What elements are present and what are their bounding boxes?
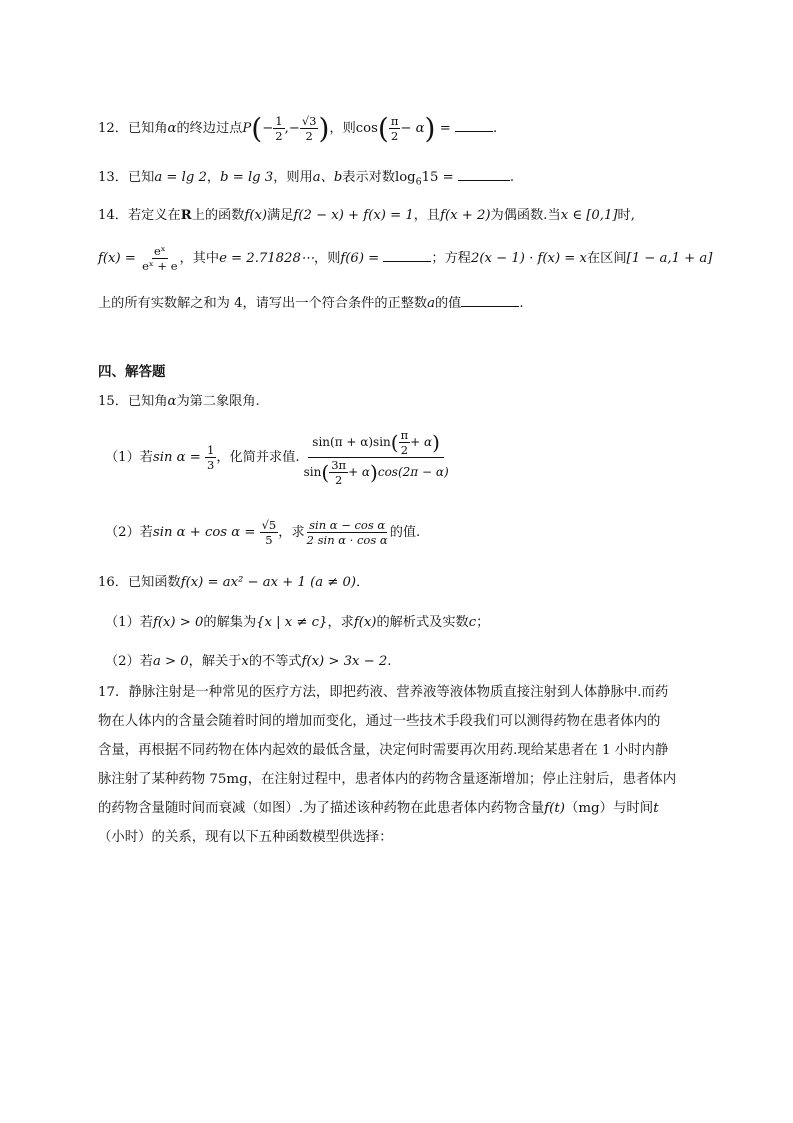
question-15-part-2 (105, 518, 420, 547)
expr: f(x) > 3x − 2 (301, 654, 388, 669)
text: ，其中 (179, 251, 220, 266)
question-13 (98, 166, 514, 188)
expr: f(2 − x) + f(x) = 1 (293, 208, 414, 223)
expr: a (427, 296, 435, 311)
text: ，且 (413, 208, 441, 223)
text: 的药物含量随时间而衰减（如图）.为了描述该种药物在此患者体内药物含量 (98, 801, 545, 816)
cos-func: cos (355, 121, 378, 136)
question-number: 16． (98, 575, 128, 590)
text: 的值 (434, 296, 462, 311)
text: ， (206, 170, 221, 185)
text: . (509, 170, 515, 185)
text: 在区间 (586, 251, 627, 266)
question-number: 12． (98, 121, 128, 136)
point-label: P (242, 121, 252, 136)
part-label: （1）若 (105, 450, 153, 465)
question-14-line-1 (98, 204, 635, 223)
text: 若定义在 (127, 208, 181, 223)
expr: x (241, 654, 249, 669)
expr: c (468, 615, 477, 630)
text: 满足 (267, 208, 294, 223)
question-number: 14． (98, 208, 128, 223)
question-14-line-3 (98, 292, 524, 311)
expr: f(x + 2) (440, 208, 491, 223)
answer-blank[interactable] (383, 248, 431, 262)
expr: b = lg 3 (220, 170, 274, 185)
part-label: （2）若 (105, 525, 153, 540)
text: . (519, 296, 524, 311)
text: ，则 (329, 121, 356, 136)
expr: f(x) (353, 615, 377, 630)
paren: ) (318, 112, 330, 145)
paren: ) (424, 112, 436, 145)
equals: = (439, 121, 451, 136)
alpha-symbol: α (167, 121, 177, 136)
paren: ( (251, 112, 263, 145)
text: ，求 (278, 525, 305, 540)
expr: 2(x − 1) · f(x) = x (470, 251, 587, 266)
text: 已知角 (127, 121, 168, 136)
text: 时, (617, 208, 635, 223)
text: 上的所有实数解之和为 4，请写出一个符合条件的正整数 (98, 296, 428, 311)
expr: {x | x ≠ c} (256, 615, 328, 630)
paragraph-line: 含量，再根据不同药物在体内起效的最低含量，决定何时需要再次用药.现给某患者在 1 小时内静 (98, 743, 669, 758)
paren: ( (377, 112, 389, 145)
question-15 (98, 390, 260, 409)
expr: x ∈ [0,1] (560, 208, 618, 223)
text: 的值. (389, 525, 421, 540)
fraction: $\frac{√5}{5}$ (261, 518, 277, 547)
text: ，则用 (273, 170, 313, 185)
question-17 (98, 678, 698, 852)
expr: a > 0 (152, 654, 189, 669)
paragraph-line (98, 794, 698, 823)
log-base: 6 (415, 176, 422, 188)
text: ；方程 (431, 251, 471, 266)
text: 的终边过点 (176, 121, 243, 136)
section-heading: 四、解答题 (98, 364, 166, 379)
paragraph-line: 物在人体内的含量会随着时间的增加而变化，通过一些技术手段我们可以测得药物在患者体内的 (98, 714, 661, 729)
expr: f(x) > 0 (152, 615, 204, 630)
text: （mg）与时间 (564, 801, 654, 816)
question-15-part-1 (105, 428, 453, 487)
paragraph-line: 脉注射了某种药物 75mg，在注射过程中，患者体内的药物含量逐渐增加；停止注射后，患者体内 (98, 772, 677, 787)
text: 上的函数 (191, 208, 245, 223)
fraction: $\frac{\pi}{2}$ (390, 114, 399, 143)
answer-blank[interactable] (461, 293, 519, 307)
text: ，则 (314, 251, 341, 266)
expr: − α (400, 121, 425, 136)
question-number: 17． (98, 685, 129, 700)
question-16 (98, 571, 369, 590)
text: ，化简并求值. (216, 450, 300, 465)
expr: sin α + cos α = (152, 525, 256, 540)
expr: f(t) (544, 801, 565, 816)
fraction: $\frac{\text{eˣ}}{\text{eˣ + e}}$ (142, 244, 178, 273)
question-14-line-2 (98, 244, 712, 273)
text: ，求 (327, 615, 354, 630)
fraction: $\frac{√3}{2}$ (301, 114, 317, 143)
question-12: 12．已知角α的终边过点P(− $\frac{1}{2}$ ,− $\frac{√3}{2}$ )，则cos( $\frac{\pi}{2}$ − α) = . (98, 112, 498, 145)
expr: f(6) = (340, 251, 380, 266)
text: 已知 (127, 170, 155, 185)
expr: 15 = (421, 170, 454, 185)
text: 的不等式 (248, 654, 302, 669)
answer-blank[interactable] (455, 118, 493, 132)
text: sin (303, 465, 322, 479)
text: 为偶函数.当 (490, 208, 561, 223)
expr: e = 2.71828⋯ (219, 251, 315, 266)
fraction: $\frac{\text{sin α − cos α}}{\text{2 sin α · cos α}}$ (306, 518, 388, 547)
paragraph-line (98, 678, 698, 707)
text: ． (356, 575, 370, 590)
text: 已知角 (127, 394, 168, 409)
question-number: 15． (98, 394, 128, 409)
expr: a、b (312, 170, 343, 185)
log-func: log (395, 170, 416, 185)
text: 的解集为 (203, 615, 257, 630)
expr: f(x) (244, 208, 268, 223)
fraction: $\frac{1}{2}$ (275, 114, 283, 143)
big-fraction: sin(π + α)sin( $\frac{\pi}{2}$ + α) sin( $\frac{3\pi}{2}$ + α)cos(2π − α) (303, 428, 449, 487)
text: ； (476, 615, 490, 630)
text: 表示对数 (342, 170, 396, 185)
answer-blank[interactable] (458, 167, 510, 181)
expr: [1 − a,1 + a] (626, 251, 713, 266)
paragraph-line: （小时）的关系，现有以下五种函数模型供选择： (98, 830, 393, 845)
question-16-part-1 (105, 611, 489, 630)
part-label: （2）若 (105, 654, 153, 669)
fraction: $\frac{1}{3}$ (206, 443, 215, 472)
expr: sin α = (152, 450, 201, 465)
text: . (492, 121, 498, 136)
question-number: 13． (98, 170, 128, 185)
expr: t (653, 801, 659, 816)
part-label: （1）若 (105, 615, 153, 630)
expr: a = lg 2 (154, 170, 207, 185)
text: ，解关于 (188, 654, 242, 669)
text: sin(π + α)sin (312, 435, 391, 449)
expr: f(x) = ax² − ax + 1 (a ≠ 0) (180, 575, 357, 590)
expr: f(x) = (98, 251, 136, 266)
text: 静脉注射是一种常见的医疗方法，即把药液、营养液等液体物质直接注射到人体静脉中.而药 (128, 685, 669, 700)
real-set: R (180, 208, 192, 223)
text: 已知函数 (127, 575, 181, 590)
alpha-symbol: α (167, 394, 177, 409)
text: 的解析式及实数 (376, 615, 469, 630)
question-16-part-2 (105, 650, 391, 669)
text: 为第二象限角. (176, 394, 260, 409)
text: . (387, 654, 392, 669)
